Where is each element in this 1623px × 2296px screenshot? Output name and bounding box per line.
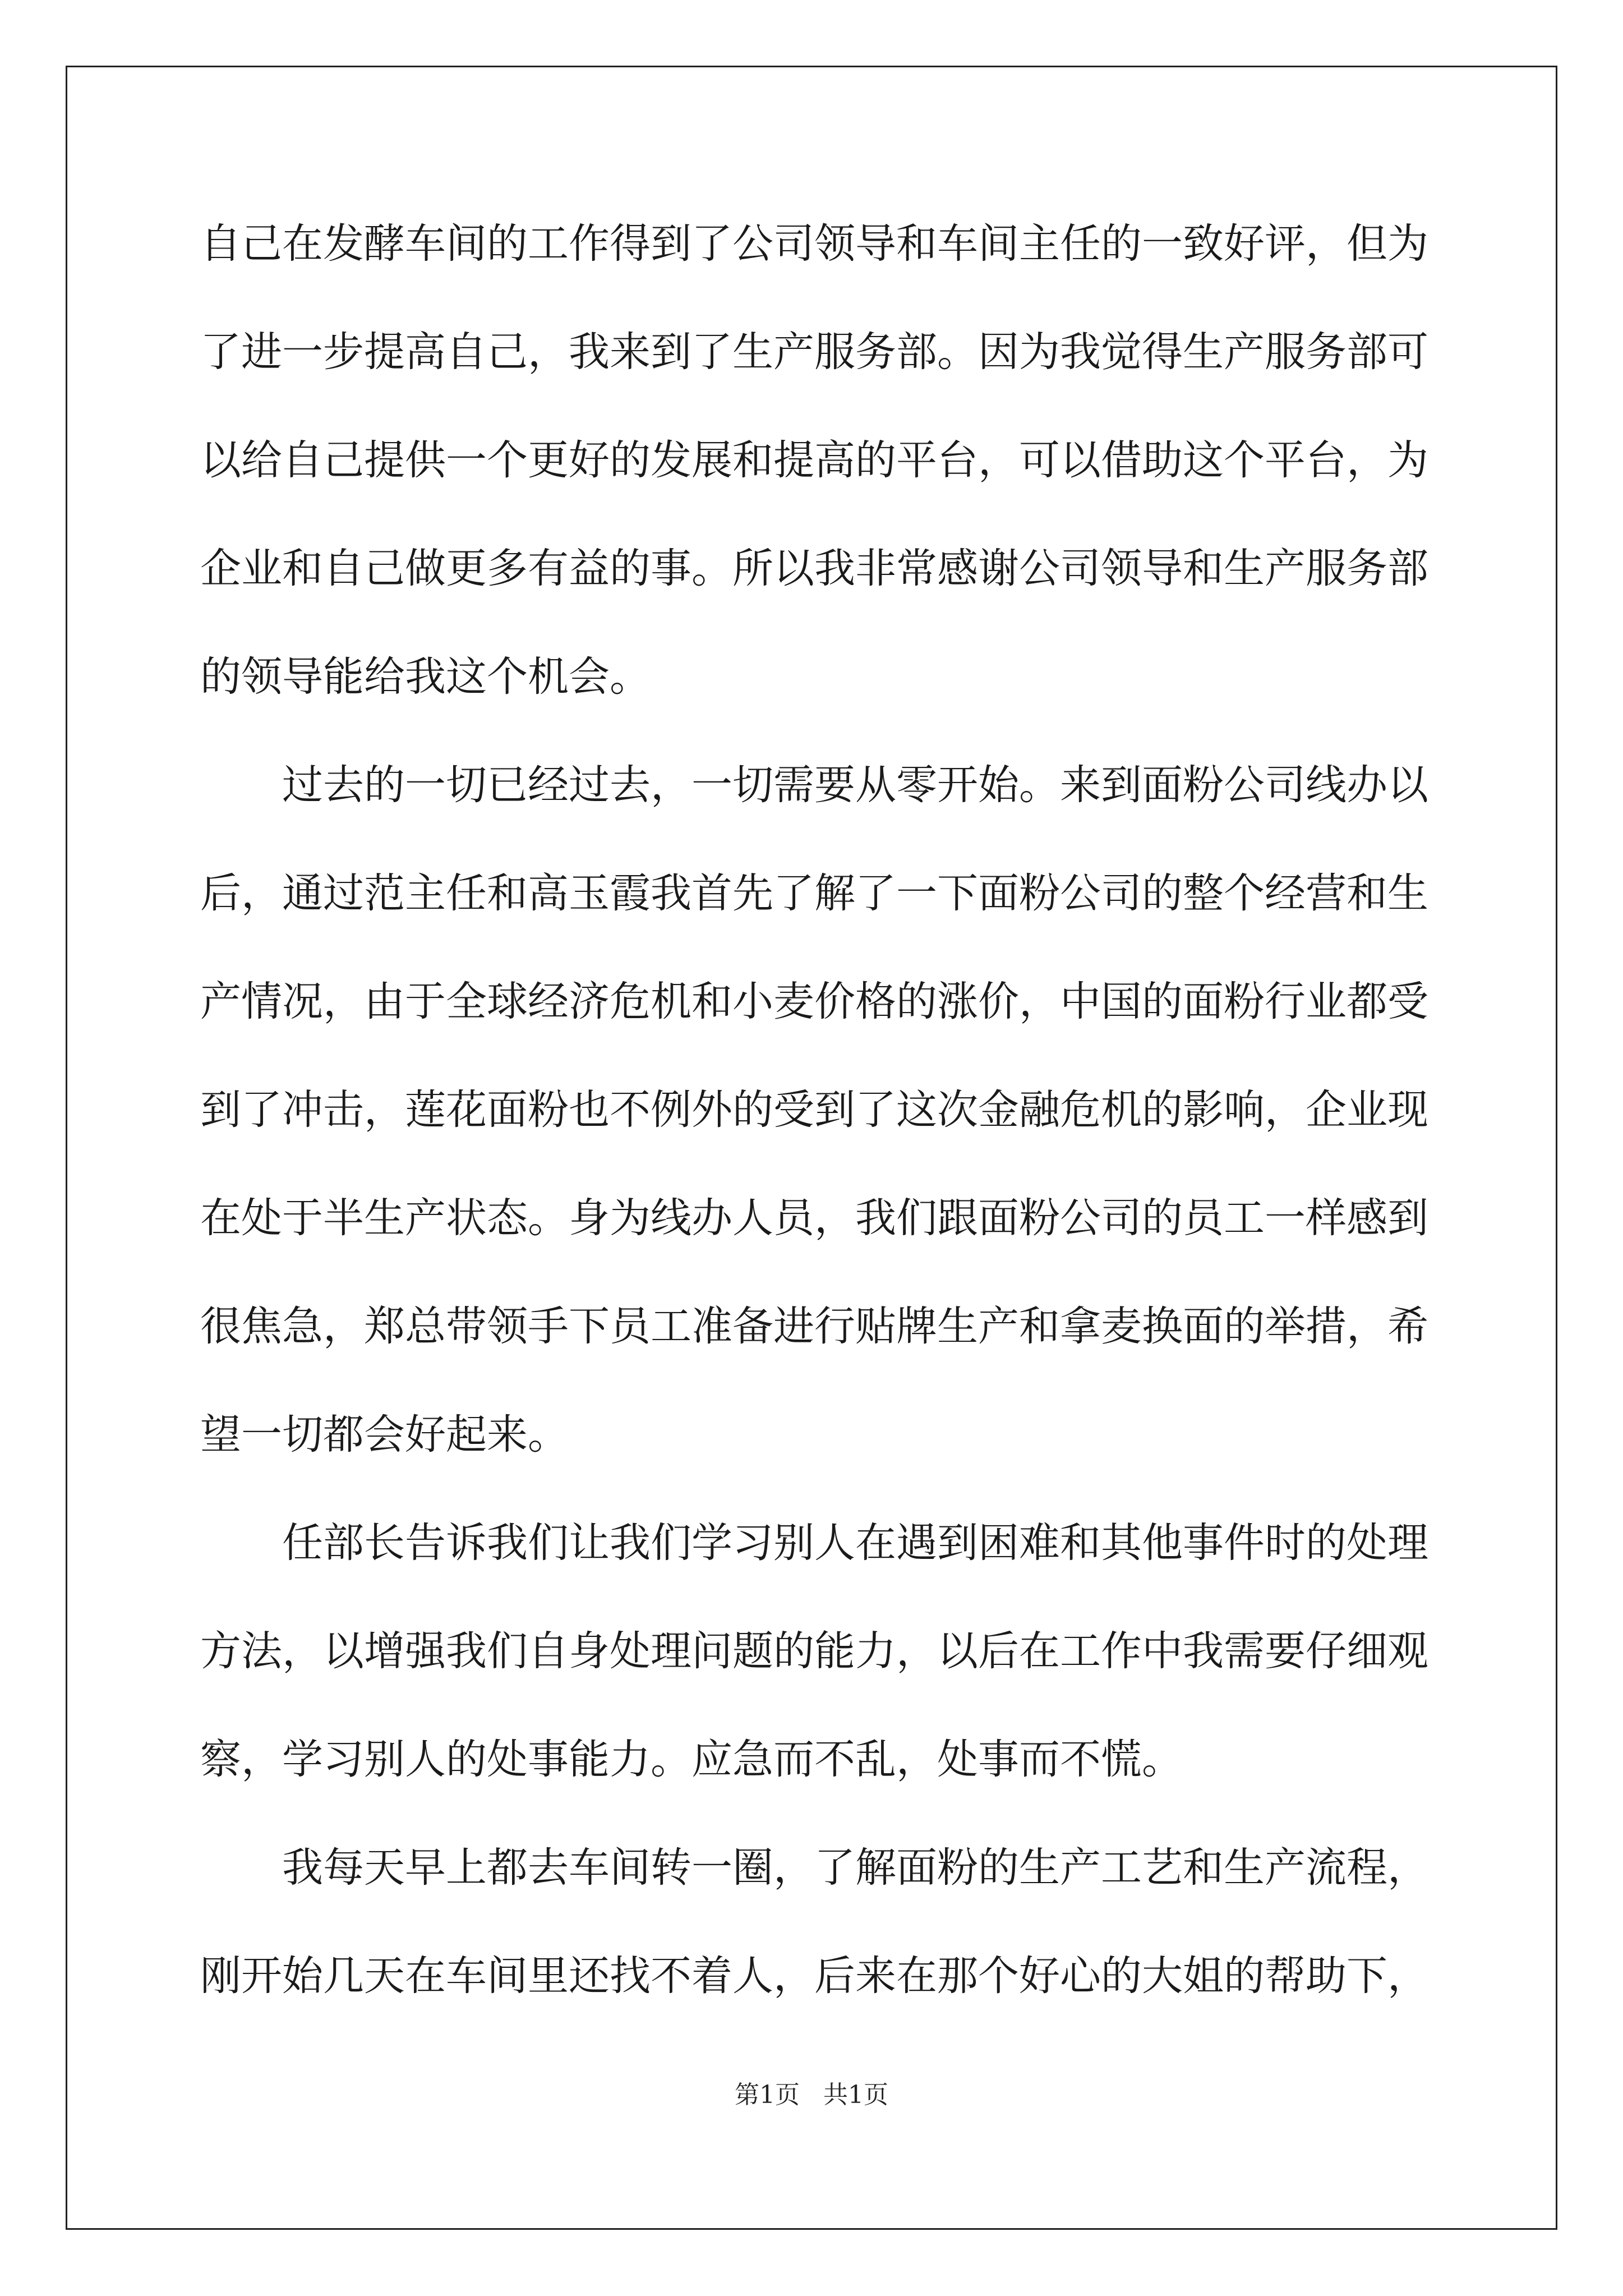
text-line: 望一切都会好起来。	[200, 1411, 569, 1458]
text-line: 后，通过范主任和高玉霞我首先了解了一下面粉公司的整个经营和生	[200, 869, 1428, 917]
text-line: 到了冲击，莲花面粉也不例外的受到了这次金融危机的影响，企业现	[200, 1086, 1428, 1134]
text-line: 自己在发酵车间的工作得到了公司领导和车间主任的一致好评，但为	[200, 220, 1428, 268]
text-line: 了进一步提高自己，我来到了生产服务部。因为我觉得生产服务部可	[200, 328, 1428, 376]
text-line: 过去的一切已经过去，一切需要从零开始。来到面粉公司线办以	[282, 761, 1428, 809]
page-total: 共1页	[823, 2081, 888, 2109]
text-line: 以给自己提供一个更好的发展和提高的平台，可以借助这个平台，为	[200, 436, 1428, 484]
text-line: 很焦急，郑总带领手下员工准备进行贴牌生产和拿麦换面的举措，希	[200, 1303, 1428, 1350]
text-line: 方法，以增强我们自身处理问题的能力，以后在工作中我需要仔细观	[200, 1627, 1428, 1675]
page-frame	[66, 66, 1557, 2230]
page-footer	[0, 2078, 1623, 2112]
text-line: 企业和自己做更多有益的事。所以我非常感谢公司领导和生产服务部	[200, 545, 1428, 592]
text-line: 在处于半生产状态。身为线办人员，我们跟面粉公司的员工一样感到	[200, 1194, 1428, 1242]
text-line: 刚开始几天在车间里还找不着人，后来在那个好心的大姐的帮助下，	[200, 1952, 1428, 2000]
text-line: 产情况，由于全球经济危机和小麦价格的涨价，中国的面粉行业都受	[200, 978, 1428, 1025]
text-line: 我每天早上都去车间转一圈，了解面粉的生产工艺和生产流程，	[282, 1844, 1428, 1892]
text-line: 任部长告诉我们让我们学习别人在遇到困难和其他事件时的处理	[282, 1519, 1428, 1567]
text-line: 察，学习别人的处事能力。应急而不乱，处事而不慌。	[200, 1736, 1183, 1783]
page-number: 第1页	[735, 2081, 800, 2109]
text-line: 的领导能给我这个机会。	[200, 653, 651, 701]
